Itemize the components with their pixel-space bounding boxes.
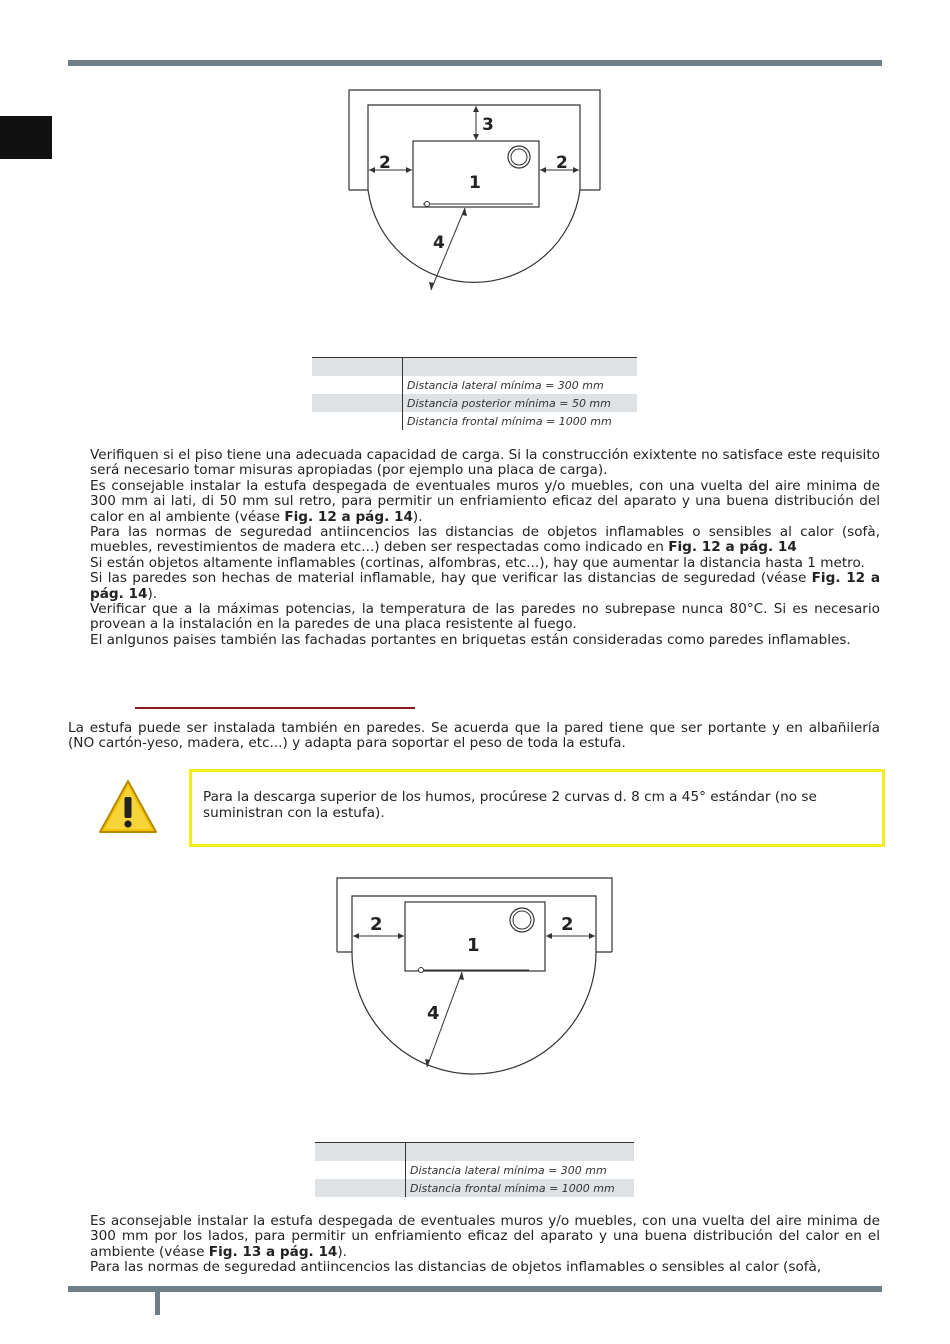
table-row: [312, 376, 637, 394]
text-span: Si las paredes son hechas de material inflamable, hay que verificar las distancias de seguredad (véase: [90, 570, 812, 587]
text-span: Para las normas de seguredad antiincencios las distancias de objetos inflamables o sensibles al calor (sofà, muebles, revestimientos de madera etc...) deben ser respectadas como indicado en: [90, 524, 880, 556]
dimension-label-right: 2: [556, 153, 568, 173]
stove-label: 1: [467, 935, 480, 956]
clearance-diagram-wall-svg: [333, 874, 615, 1078]
wall-clearance-text: [90, 1214, 880, 1276]
table-row: [312, 394, 637, 412]
figure-reference: Fig. 12 a pág. 14: [668, 539, 797, 556]
table-cell-value: Distancia posterior mínima = 50 mm: [403, 394, 638, 412]
text-span: ).: [147, 585, 158, 602]
dimension-label-front: 4: [427, 1003, 440, 1024]
table-row: [315, 1179, 634, 1197]
table-cell-key: [312, 376, 403, 394]
table-row: [312, 358, 637, 377]
dimension-label-front: 4: [433, 233, 445, 253]
section-heading-rule: [135, 707, 415, 709]
figure-reference: Fig. 12 a pág. 14: [284, 508, 413, 525]
table-cell-key: [312, 394, 403, 412]
paragraph: [90, 479, 880, 525]
dimension-label-rear: 3: [482, 115, 494, 135]
table-cell-value: [406, 1143, 635, 1162]
text-span: Es aconsejable instalar la estufa despegada de eventuales muros y/o muebles, con una vuelta del aire minima de 300 mm por los lados, para permitir un enfriamiento eficaz del aparato y una buena distribución del calor en el ambiente (véase: [90, 1213, 880, 1260]
dimension-label-left: 2: [370, 914, 383, 935]
clearance-diagram-wall: [333, 874, 615, 1078]
top-rule: [68, 60, 882, 66]
table-cell-key: [315, 1179, 406, 1197]
dimension-label-right: 2: [561, 914, 574, 935]
paragraph: El anlgunos paises también las fachadas portantes en briquetas están consideradas como paredes inflamables.: [90, 631, 851, 648]
paragraph: Verificar que a la máximas potencias, la temperatura de las paredes no subrepase nunca 80°C. Si es necesario provean a la instalación en la paredes de una placa resistente al fuego.: [90, 601, 880, 633]
paragraph: La estufa puede ser instalada también en paredes. Se acuerda que la pared tiene que ser portante y en albañilería (NO cartón-yeso, madera, etc...) y adapta para soportar el peso de toda la estufa.: [68, 720, 880, 752]
table-row: [315, 1161, 634, 1179]
figure-reference: Fig. 13 a pág. 14: [208, 1243, 338, 1260]
paragraph: [90, 525, 880, 556]
table-row: [312, 412, 637, 430]
text-span: Es consejable instalar la estufa despegada de eventuales muros y/o muebles, con una vuelta del aire minima de 300 mm ai lati, di 50 mm sul retro, para permitir un enfriamiento eficaz del aparato y una buena distribución del calor en al ambiente (véase: [90, 477, 880, 525]
warning-triangle-icon: [97, 778, 159, 840]
paragraph: Si están objetos altamente inflamables (cortinas, alfombras, etc...), hay que aumentar la distancia hasta 1 metro.: [90, 554, 865, 571]
language-tab-marker: [0, 116, 52, 159]
wall-installation-intro: [68, 721, 880, 752]
table-row: [315, 1143, 634, 1162]
table-cell-value: Distancia frontal mínima = 1000 mm: [406, 1179, 635, 1197]
table-cell-key: [312, 412, 403, 430]
clearance-table-2: [315, 1142, 634, 1197]
dimension-label-left: 2: [379, 153, 391, 173]
table-cell-value: Distancia lateral mínima = 300 mm: [403, 376, 638, 394]
table-cell-key: [312, 358, 403, 377]
text-span: ).: [337, 1243, 347, 1260]
table-cell-key: [315, 1161, 406, 1179]
bottom-rule: [68, 1286, 882, 1292]
paragraph: Para las normas de seguredad antiincencios las distancias de objetos inflamables o sensibles al calor (sofà,: [90, 1259, 822, 1276]
text-span: ).: [412, 508, 423, 525]
clearance-diagram-floor-svg: [345, 86, 605, 300]
table-cell-value: Distancia lateral mínima = 300 mm: [406, 1161, 635, 1179]
stove-label: 1: [469, 173, 481, 193]
figure-reference: Fig. 12 a pág. 14: [90, 570, 880, 602]
clearance-table-1: [312, 357, 637, 430]
paragraph: Verifiquen si el piso tiene una adecuada capacidad de carga. Si la construcción exixtente no satisface este requisito será necesario tomar misuras apropiadas (por ejemplo una placa de carga).: [90, 447, 880, 479]
floor-installation-text: [90, 448, 880, 648]
paragraph: [90, 571, 880, 602]
paragraph: [90, 1214, 880, 1260]
page-number-marker: [155, 1290, 160, 1315]
warning-text: Para la descarga superior de los humos, procúrese 2 curvas d. 8 cm a 45° estándar (no se suministran con la estufa).: [203, 789, 817, 821]
clearance-diagram-floor: [345, 86, 605, 300]
table-cell-value: Distancia frontal mínima = 1000 mm: [403, 412, 638, 430]
table-cell-value: [403, 358, 638, 377]
table-cell-key: [315, 1143, 406, 1162]
